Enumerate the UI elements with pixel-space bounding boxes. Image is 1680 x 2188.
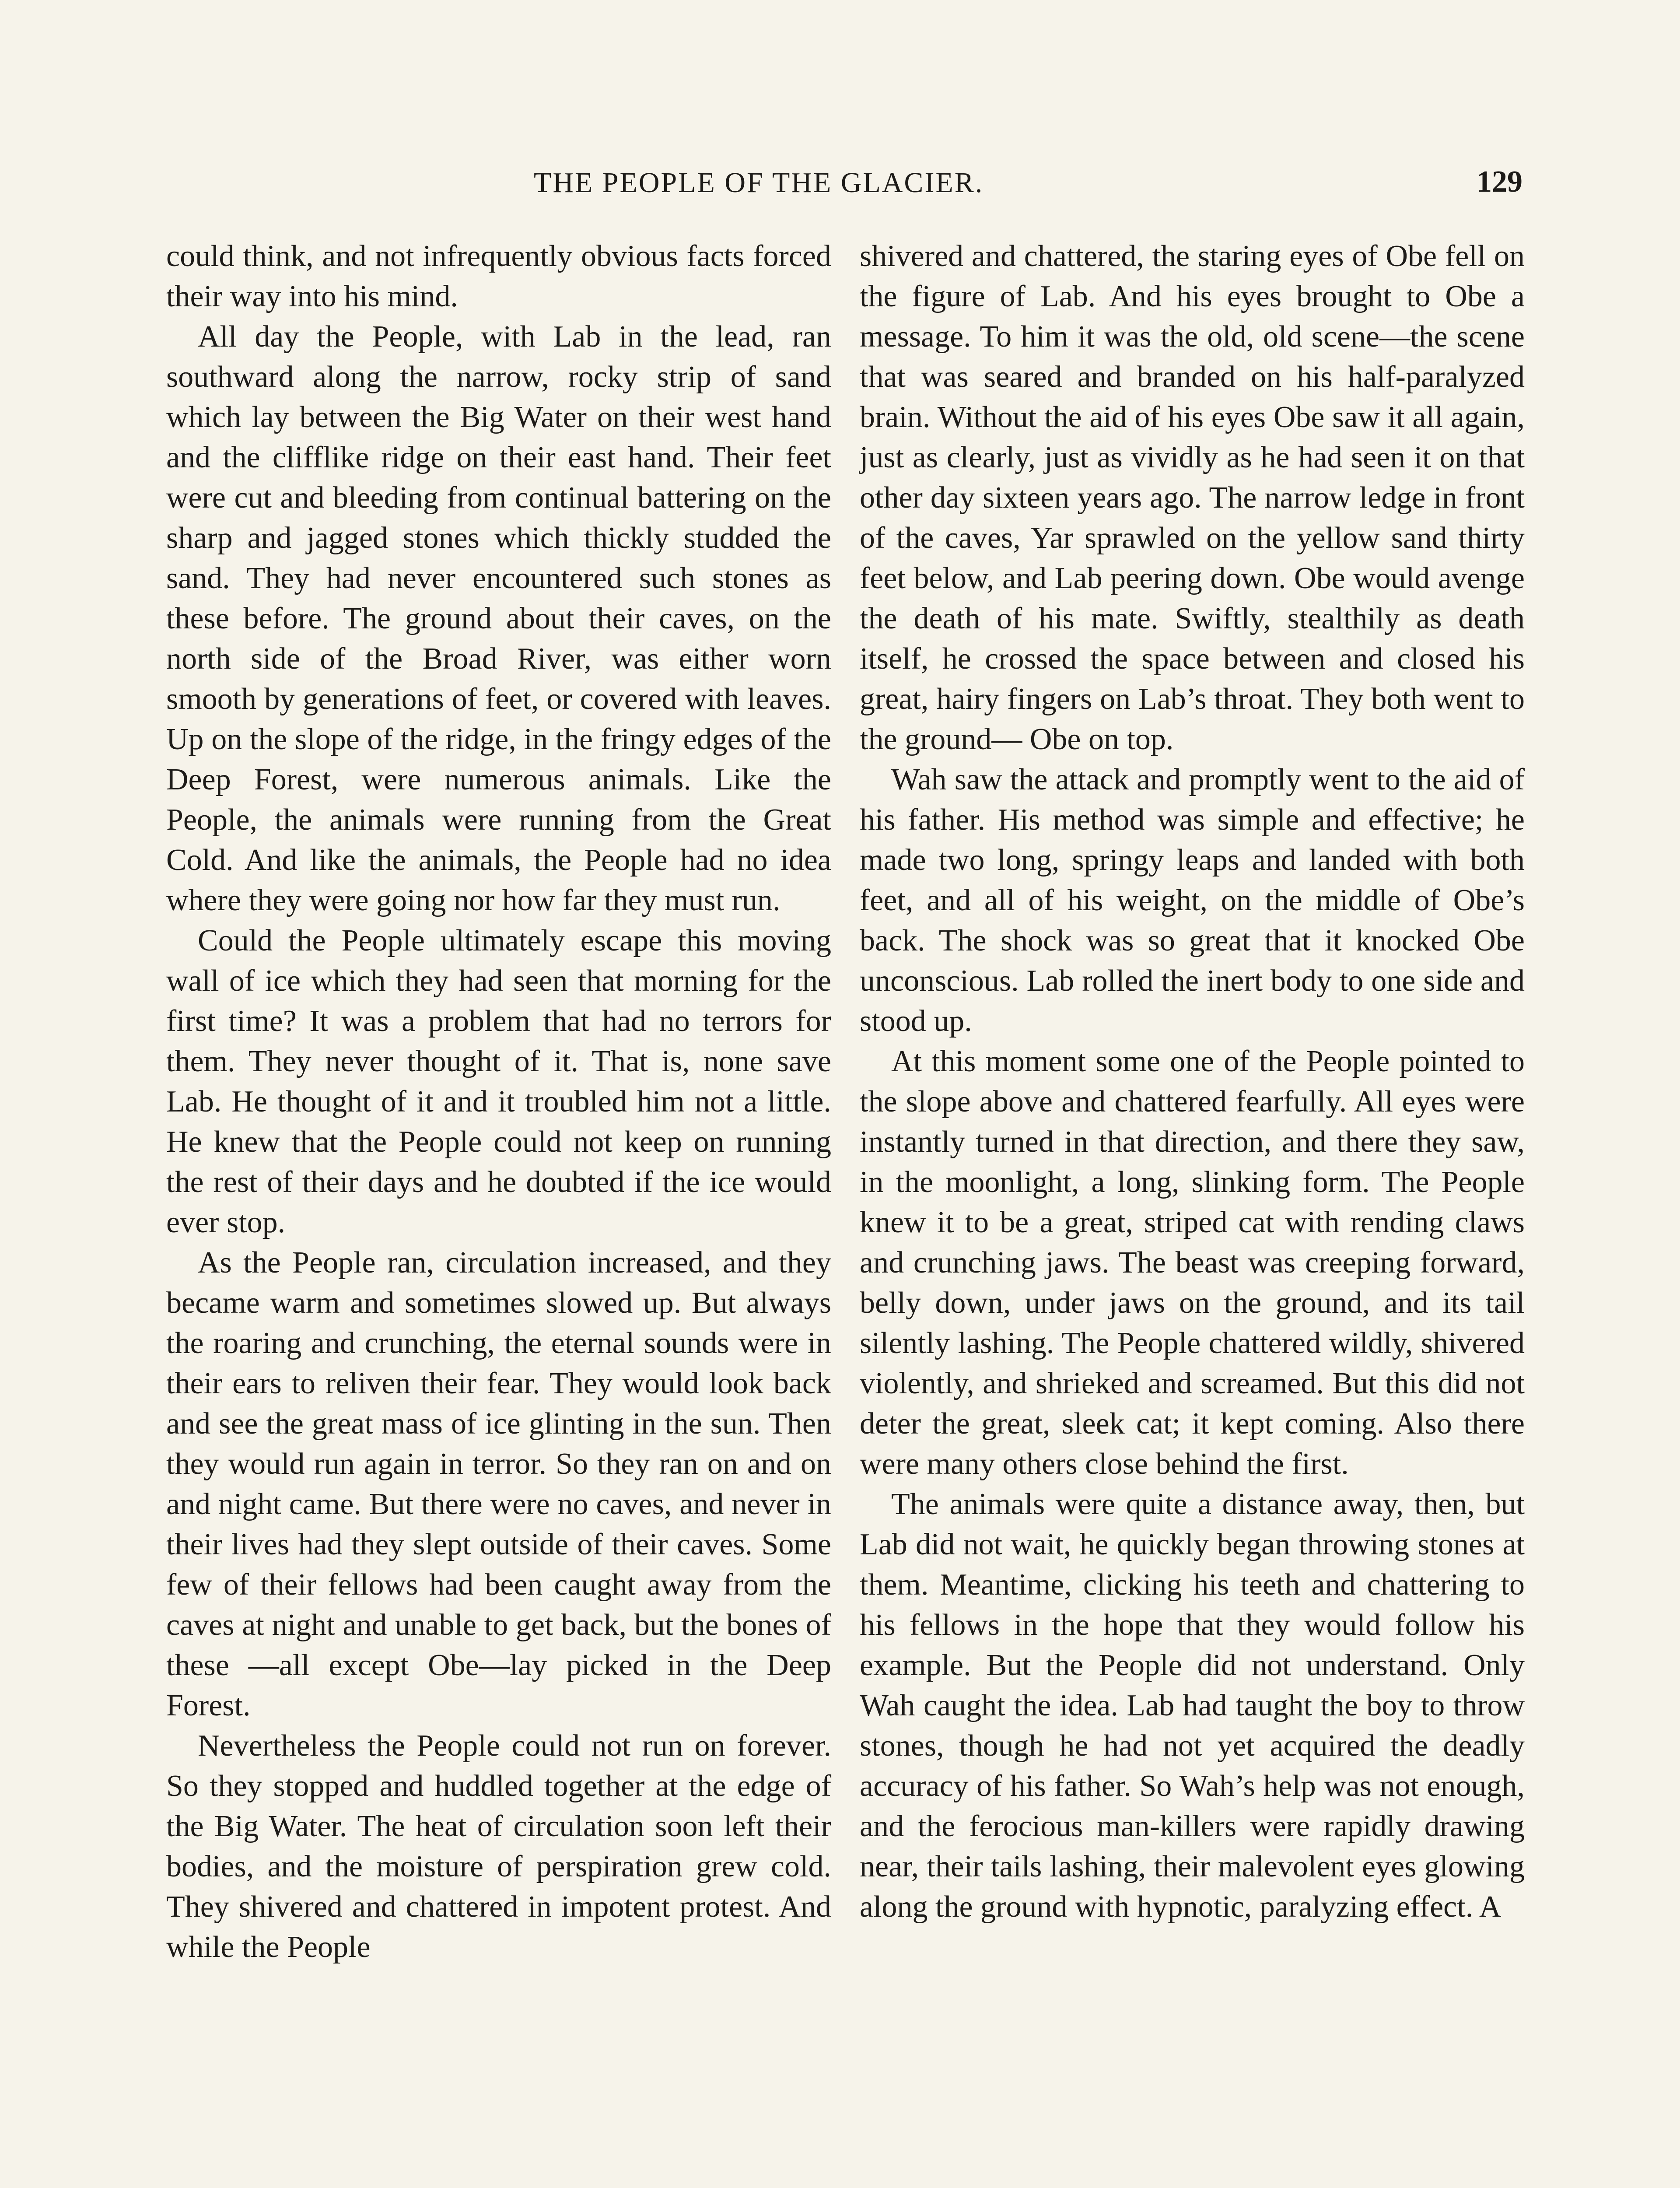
paragraph: Wah saw the attack and promptly went to the aid of his father. His method was simple and effective; he made two long, springy leaps and landed with both feet, and all of his weight, on the middle of Obe’s back. The shock was so great that it knocked Obe unconscious. Lab rolled the inert body to one side and stood up. (860, 763, 1525, 1038)
running-title: THE PEOPLE OF THE GLACIER. (534, 167, 984, 199)
paragraph: Nevertheless the People could not run on forever. So they stopped and huddled together at the edge of the Big Water. The heat of circulation soon left their bodies, and the moisture of perspiration grew cold. They shivered and chattered in impotent protest. And while the People (166, 1729, 831, 1964)
running-header (166, 166, 1522, 214)
paragraph: All day the People, with Lab in the lead, ran southward along the narrow, rocky strip of sand which lay between the Big Water on their west hand and the clifflike ridge on their east hand. Their feet were cut and bleeding from continual battering on the sharp and jagged stones which thickly studded the sand. They had never encountered such stones as these before. The ground about their caves, on the north side of the Broad River, was either worn smooth by generations of feet, or covered with leaves. Up on the slope of the ridge, in the fringy edges of the Deep Forest, were numerous animals. Like the People, the animals were running from the Great Cold. And like the animals, the People had no idea where they were going nor how far they must run. (166, 320, 831, 917)
paragraph: shivered and chattered, the staring eyes of Obe fell on the figure of Lab. And his eyes brought to Obe a message. To him it was the old, old scene—the scene that was seared and branded on his half-paralyzed brain. Without the aid of his eyes Obe saw it all again, just as clearly, just as vividly as he had seen it on that other day sixteen years ago. The narrow ledge in front of the caves, Yar sprawled on the yellow sand thirty feet below, and Lab peering down. Obe would avenge the death of his mate. Swiftly, stealthily as death itself, he crossed the space between and closed his great, hairy fingers on Lab’s throat. They both went to the ground— Obe on top. (860, 239, 1525, 756)
paragraph: The animals were quite a distance away, then, but Lab did not wait, he quickly began throwing stones at them. Meantime, clicking his teeth and chattering to his fellows in the hope that they would follow his example. But the People did not understand. Only Wah caught the idea. Lab had taught the boy to throw stones, though he had not yet acquired the deadly accuracy of his father. So Wah’s help was not enough, and the ferocious man-killers were rapidly drawing near, their tails lashing, their malevolent eyes glowing along the ground with hypnotic, paralyzing effect. A (860, 1487, 1525, 1924)
paragraph: Could the People ultimately escape this moving wall of ice which they had seen that morning for the first time? It was a problem that had no terrors for them. They never thought of it. That is, none save Lab. He thought of it and it troubled him not a little. He knew that the People could not keep on running the rest of their days and he doubted if the ice would ever stop. (166, 924, 831, 1239)
left-column (166, 236, 831, 1967)
right-column (860, 236, 1525, 1927)
paragraph: could think, and not infrequently obvious facts forced their way into his mind. (166, 239, 831, 313)
paragraph: As the People ran, circulation increased, and they became warm and sometimes slowed up. But always the roaring and crunching, the eternal sounds were in their ears to reliven their fear. They would look back and see the great mass of ice glinting in the sun. Then they would run again in terror. So they ran on and on and night came. But there were no caves, and never in their lives had they slept outside of their caves. Some few of their fellows had been caught away from the caves at night and unable to get back, but the bones of these —all except Obe—lay picked in the Deep Forest. (166, 1246, 831, 1722)
paragraph: At this moment some one of the People pointed to the slope above and chattered fearfully. All eyes were instantly turned in that direction, and there they saw, in the moonlight, a long, slinking form. The People knew it to be a great, striped cat with rending claws and crunching jaws. The beast was creeping forward, belly down, under jaws on the ground, and its tail silently lashing. The People chattered wildly, shivered violently, and shrieked and screamed. But this did not deter the great, sleek cat; it kept coming. Also there were many others close behind the first. (860, 1045, 1525, 1481)
page-number: 129 (1477, 165, 1522, 199)
